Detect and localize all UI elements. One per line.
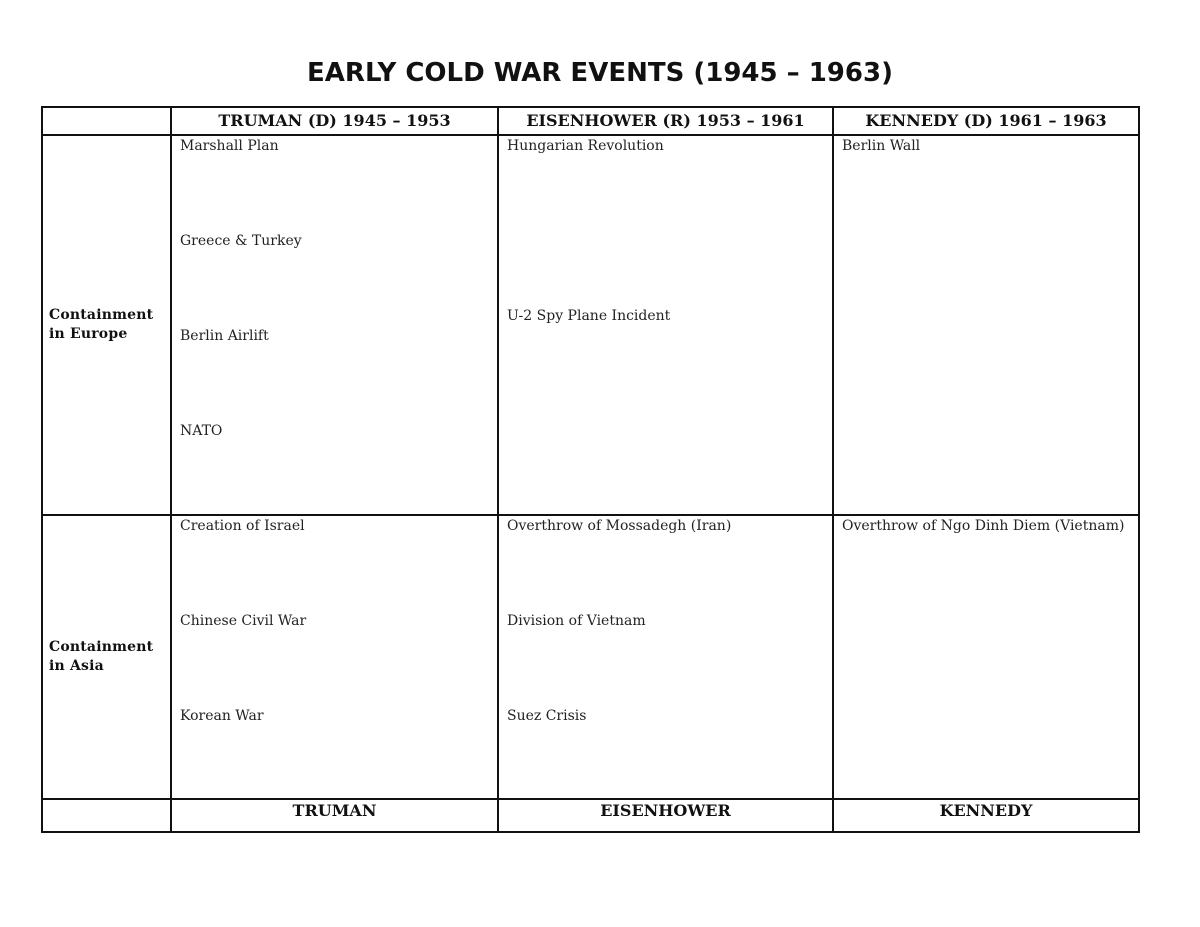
asia-row: [42, 515, 1139, 799]
row-label-europe: Containment in Europe: [42, 135, 171, 515]
event-item: Division of Vietnam: [507, 613, 646, 629]
event-item: NATO: [180, 423, 223, 439]
header-truman: TRUMAN (D) 1945 – 1953: [171, 107, 498, 135]
europe-eisenhower-cell: [498, 135, 833, 515]
europe-row: [42, 135, 1139, 515]
header-row: [42, 107, 1139, 135]
event-item: Berlin Airlift: [180, 328, 269, 344]
footer-truman: TRUMAN: [171, 799, 498, 832]
event-item: Hungarian Revolution: [507, 138, 664, 154]
header-eisenhower: EISENHOWER (R) 1953 – 1961: [498, 107, 833, 135]
event-item: Creation of Israel: [180, 518, 305, 534]
event-item: Berlin Wall: [842, 138, 921, 154]
event-item: Greece & Turkey: [180, 233, 302, 249]
cold-war-events-table: [41, 106, 1140, 833]
event-item: Marshall Plan: [180, 138, 279, 154]
event-item: Korean War: [180, 708, 264, 724]
page-title: EARLY COLD WAR EVENTS (1945 – 1963): [307, 58, 893, 88]
footer-blank-cell: [42, 799, 171, 832]
asia-truman-cell: [171, 515, 498, 799]
event-item: U-2 Spy Plane Incident: [507, 308, 671, 324]
header-kennedy: KENNEDY (D) 1961 – 1963: [833, 107, 1139, 135]
footer-row: [42, 799, 1139, 832]
row-label-asia: Containment in Asia: [42, 515, 171, 799]
event-item: Suez Crisis: [507, 708, 587, 724]
event-item: Overthrow of Mossadegh (Iran): [507, 518, 732, 534]
europe-kennedy-cell: [833, 135, 1139, 515]
event-item: Chinese Civil War: [180, 613, 307, 629]
asia-kennedy-cell: [833, 515, 1139, 799]
header-blank-cell: [42, 107, 171, 135]
event-item: Overthrow of Ngo Dinh Diem (Vietnam): [842, 518, 1125, 534]
asia-eisenhower-cell: [498, 515, 833, 799]
europe-truman-cell: [171, 135, 498, 515]
footer-eisenhower: EISENHOWER: [498, 799, 833, 832]
footer-kennedy: KENNEDY: [833, 799, 1139, 832]
